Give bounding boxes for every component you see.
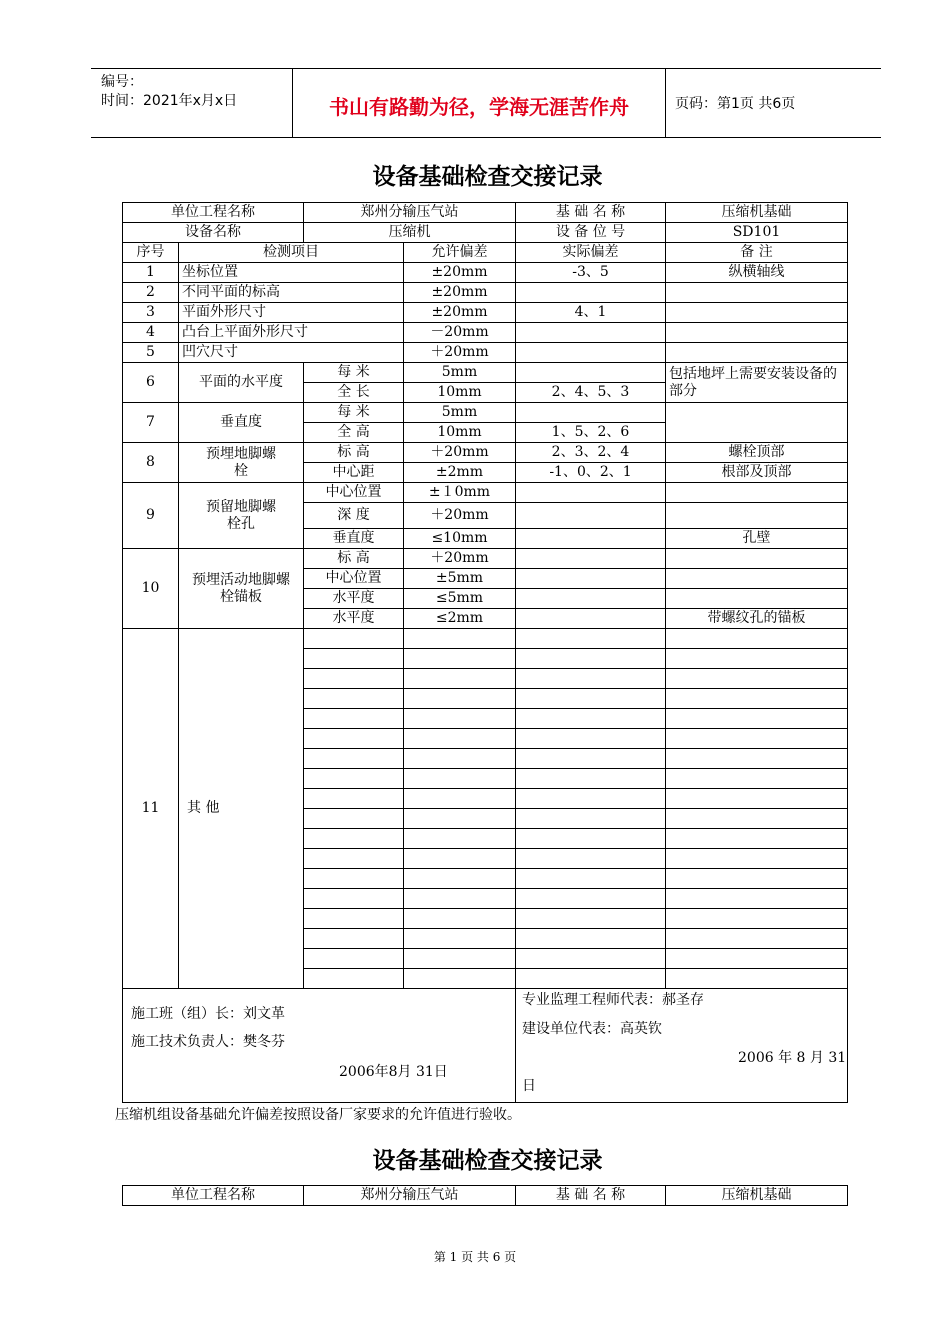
row-subitem: 水平度 bbox=[304, 609, 404, 629]
left-date: 2006年8月 31日 bbox=[339, 1064, 448, 1080]
row-remark bbox=[666, 403, 848, 443]
row-remark bbox=[666, 503, 848, 529]
table-row bbox=[123, 403, 848, 423]
row-subitem: 中心距 bbox=[304, 463, 404, 483]
row-allow: 5mm bbox=[404, 403, 516, 423]
row-subitem: 全 高 bbox=[304, 423, 404, 443]
foundation-value: 压缩机基础 bbox=[666, 1186, 848, 1206]
row-subitem: 中心位置 bbox=[304, 569, 404, 589]
row-allow: ＋20mm bbox=[404, 503, 516, 529]
row-allow: 10mm bbox=[404, 423, 516, 443]
row-actual bbox=[516, 363, 666, 383]
table-row bbox=[123, 303, 848, 323]
supervisor: 专业监理工程师代表：郝圣存 bbox=[522, 992, 704, 1008]
project-label: 单位工程名称 bbox=[123, 1186, 304, 1206]
info-row bbox=[123, 1186, 848, 1206]
blank-cell bbox=[516, 629, 666, 649]
project-value: 郑州分输压气站 bbox=[304, 203, 516, 223]
row-actual bbox=[516, 323, 666, 343]
foundation-label: 基 础 名 称 bbox=[516, 1186, 666, 1206]
table-row bbox=[123, 549, 848, 569]
row-allow: ≤10mm bbox=[404, 529, 516, 549]
row-remark: 孔壁 bbox=[666, 529, 848, 549]
document-title: 设备基础检查交接记录 bbox=[372, 164, 603, 190]
row-allow: 10mm bbox=[404, 383, 516, 403]
row-no: 1 bbox=[123, 263, 179, 283]
signoff-left bbox=[123, 989, 516, 1103]
row-no: 9 bbox=[123, 483, 179, 549]
row-allow: ≤2mm bbox=[404, 609, 516, 629]
position-value: SD101 bbox=[666, 223, 848, 243]
row-remark bbox=[666, 589, 848, 609]
project-value: 郑州分输压气站 bbox=[304, 1186, 516, 1206]
row-subitem: 每 米 bbox=[304, 403, 404, 423]
blank-cell bbox=[404, 629, 516, 649]
row-allow: 5mm bbox=[404, 363, 516, 383]
table-row bbox=[123, 363, 848, 383]
time-label: 时间：2021年x月x日 bbox=[101, 93, 238, 109]
foundation-value: 压缩机基础 bbox=[666, 203, 848, 223]
row-item: 平面的水平度 bbox=[179, 363, 304, 403]
row-subitem: 标 高 bbox=[304, 549, 404, 569]
row-allow: ＋20mm bbox=[404, 343, 516, 363]
row-subitem: 每 米 bbox=[304, 363, 404, 383]
row-allow: ±20mm bbox=[404, 283, 516, 303]
col-no: 序号 bbox=[123, 243, 179, 263]
row-item: 预留地脚螺栓孔 bbox=[179, 483, 304, 549]
info-row bbox=[123, 223, 848, 243]
row-remark: 根部及顶部 bbox=[666, 463, 848, 483]
row-remark: 螺栓顶部 bbox=[666, 443, 848, 463]
row-no: 4 bbox=[123, 323, 179, 343]
row-no: 7 bbox=[123, 403, 179, 443]
row-item: 凸台上平面外形尺寸 bbox=[179, 323, 404, 343]
row-remark bbox=[666, 303, 848, 323]
serial-label: 编号： bbox=[101, 74, 143, 90]
row-actual bbox=[516, 403, 666, 423]
header-left bbox=[101, 73, 237, 111]
info-row bbox=[123, 203, 848, 223]
row-actual bbox=[516, 569, 666, 589]
row-allow: ±１0mm bbox=[404, 483, 516, 503]
blank-cell bbox=[666, 629, 848, 649]
row-item: 不同平面的标高 bbox=[179, 283, 404, 303]
row-actual bbox=[516, 609, 666, 629]
row-actual bbox=[516, 483, 666, 503]
signoff-row bbox=[123, 989, 848, 1103]
row-actual: -3、5 bbox=[516, 263, 666, 283]
table-row bbox=[123, 263, 848, 283]
row-no: 3 bbox=[123, 303, 179, 323]
signoff-right bbox=[516, 989, 848, 1103]
table-row bbox=[123, 443, 848, 463]
row-allow: ≤5mm bbox=[404, 589, 516, 609]
row-subitem: 全 长 bbox=[304, 383, 404, 403]
right-date-day: 日 bbox=[522, 1078, 536, 1094]
table-row bbox=[123, 283, 848, 303]
row-allow: ±20mm bbox=[404, 303, 516, 323]
row-allow: ＋20mm bbox=[404, 443, 516, 463]
row-allow: ＋20mm bbox=[404, 549, 516, 569]
inspection-table-continued bbox=[122, 1185, 848, 1206]
position-label: 设 备 位 号 bbox=[516, 223, 666, 243]
row-actual: 2、3、2、4 bbox=[516, 443, 666, 463]
row-remark bbox=[666, 343, 848, 363]
foundation-label: 基 础 名 称 bbox=[516, 203, 666, 223]
row-item: 预埋地脚螺栓 bbox=[179, 443, 304, 483]
row-actual bbox=[516, 503, 666, 529]
row-item: 平面外形尺寸 bbox=[179, 303, 404, 323]
row-actual bbox=[516, 343, 666, 363]
col-actual: 实际偏差 bbox=[516, 243, 666, 263]
row-item: 凹穴尺寸 bbox=[179, 343, 404, 363]
row-actual bbox=[516, 529, 666, 549]
page-footer: 第 1 页 共 6 页 bbox=[433, 1250, 517, 1264]
page-header bbox=[91, 68, 881, 138]
equipment-value: 压缩机 bbox=[304, 223, 516, 243]
row-allow: ±5mm bbox=[404, 569, 516, 589]
row-subitem: 垂直度 bbox=[304, 529, 404, 549]
table-row bbox=[123, 343, 848, 363]
row-actual: -1、0、2、1 bbox=[516, 463, 666, 483]
row-subitem: 深 度 bbox=[304, 503, 404, 529]
row-allow: ±2mm bbox=[404, 463, 516, 483]
header-page-number: 页码：第1页 共6页 bbox=[675, 96, 796, 112]
row-item: 其 他 bbox=[179, 629, 304, 989]
col-item: 检测项目 bbox=[179, 243, 404, 263]
header-motto: 书山有路勤为径，学海无涯苦作舟 bbox=[329, 95, 629, 119]
equipment-label: 设备名称 bbox=[123, 223, 304, 243]
row-remark bbox=[666, 483, 848, 503]
table-row bbox=[123, 629, 848, 649]
row-remark: 纵横轴线 bbox=[666, 263, 848, 283]
row-subitem: 标 高 bbox=[304, 443, 404, 463]
column-header-row bbox=[123, 243, 848, 263]
row-no: 10 bbox=[123, 549, 179, 629]
row-item: 垂直度 bbox=[179, 403, 304, 443]
row-remark: 带螺纹孔的锚板 bbox=[666, 609, 848, 629]
col-remark: 备 注 bbox=[666, 243, 848, 263]
row-item: 坐标位置 bbox=[179, 263, 404, 283]
row-allow: ±20mm bbox=[404, 263, 516, 283]
row-actual: 4、1 bbox=[516, 303, 666, 323]
row-remark bbox=[666, 323, 848, 343]
row-actual: 2、4、5、3 bbox=[516, 383, 666, 403]
row-actual: 1、5、2、6 bbox=[516, 423, 666, 443]
table-row bbox=[123, 483, 848, 503]
team-leader: 施工班（组）长：刘文革 bbox=[131, 1006, 285, 1022]
row-no: 6 bbox=[123, 363, 179, 403]
row-remark bbox=[666, 569, 848, 589]
acceptance-note: 压缩机组设备基础允许偏差按照设备厂家要求的允许值进行验收。 bbox=[115, 1107, 521, 1123]
tech-lead: 施工技术负责人：樊冬芬 bbox=[131, 1034, 285, 1050]
inspection-table bbox=[122, 202, 848, 1103]
row-no: 5 bbox=[123, 343, 179, 363]
owner-rep: 建设单位代表：高英钦 bbox=[522, 1021, 662, 1037]
row-no: 11 bbox=[123, 629, 179, 989]
document-title-repeat: 设备基础检查交接记录 bbox=[372, 1148, 603, 1174]
row-remark bbox=[666, 549, 848, 569]
right-date: 2006 年 8 月 31 bbox=[738, 1050, 847, 1066]
row-item: 预埋活动地脚螺栓锚板 bbox=[179, 549, 304, 629]
row-no: 8 bbox=[123, 443, 179, 483]
project-label: 单位工程名称 bbox=[123, 203, 304, 223]
table-row bbox=[123, 323, 848, 343]
row-allow: －20mm bbox=[404, 323, 516, 343]
row-subitem: 水平度 bbox=[304, 589, 404, 609]
row-actual bbox=[516, 549, 666, 569]
row-actual bbox=[516, 589, 666, 609]
header-divider bbox=[665, 69, 666, 137]
col-allow: 允许偏差 bbox=[404, 243, 516, 263]
row-remark bbox=[666, 283, 848, 303]
row-remark: 包括地坪上需要安装设备的部分 bbox=[666, 363, 848, 403]
blank-cell bbox=[304, 629, 404, 649]
row-subitem: 中心位置 bbox=[304, 483, 404, 503]
row-actual bbox=[516, 283, 666, 303]
row-no: 2 bbox=[123, 283, 179, 303]
